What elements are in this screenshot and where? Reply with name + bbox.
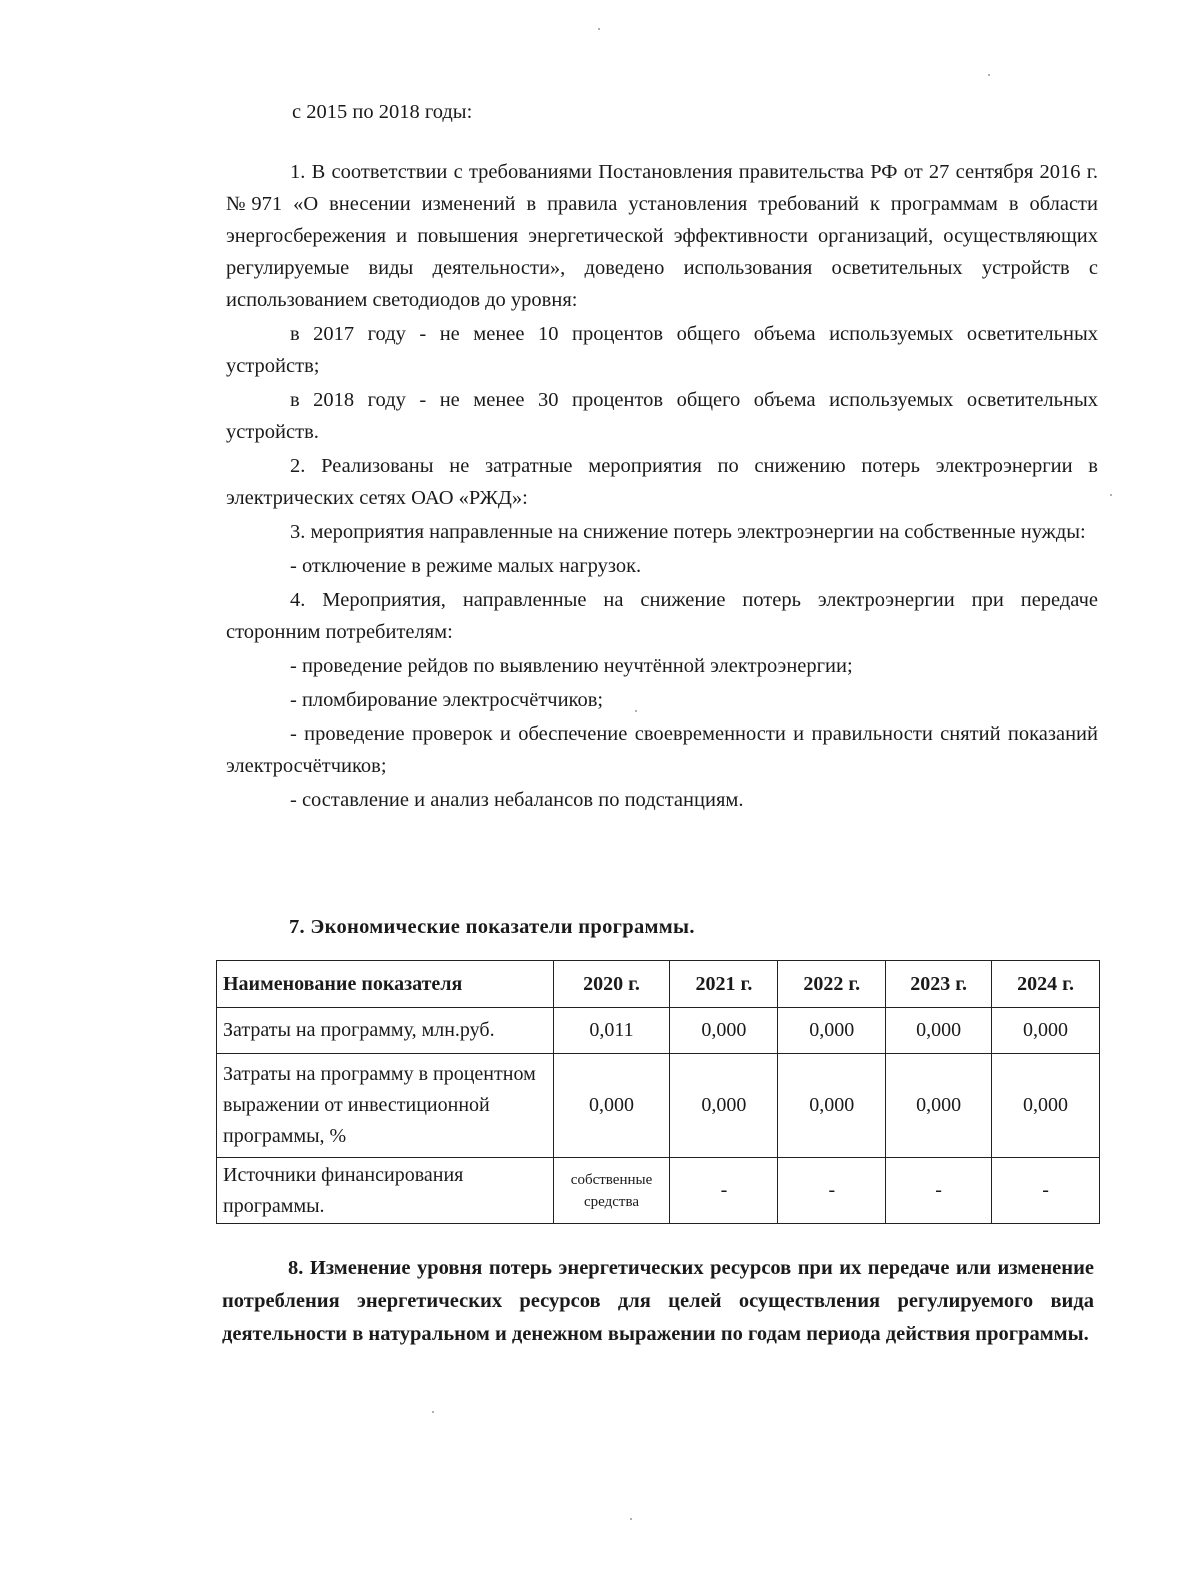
header-indicator-name: Наименование показателя bbox=[217, 961, 554, 1008]
paragraph-4-item-3: - проведение проверок и обеспечение своевременности и правильности снятий показаний электросчётчиков; bbox=[226, 723, 1098, 777]
cell-value: - bbox=[670, 1158, 778, 1224]
cell-value: 0,000 bbox=[778, 1008, 886, 1054]
row-label: Затраты на программу в процентном выражении от инвестиционной программы, % bbox=[217, 1054, 554, 1158]
scan-speck bbox=[432, 1411, 434, 1413]
scan-speck bbox=[635, 710, 637, 712]
cell-value: 0,011 bbox=[553, 1008, 670, 1054]
cell-value: собственные средства bbox=[553, 1158, 670, 1224]
header-year-2022: 2022 г. bbox=[778, 961, 886, 1008]
cell-value: 0,000 bbox=[886, 1008, 992, 1054]
header-year-2023: 2023 г. bbox=[886, 961, 992, 1008]
body-text bbox=[226, 96, 1098, 818]
scan-speck bbox=[598, 28, 600, 30]
paragraph-4-item-2: - пломбирование электросчётчиков; bbox=[290, 689, 604, 711]
table-row bbox=[217, 1008, 1100, 1054]
cell-value: 0,000 bbox=[886, 1054, 992, 1158]
table-row bbox=[217, 1158, 1100, 1224]
header-year-2021: 2021 г. bbox=[670, 961, 778, 1008]
table-row bbox=[217, 1054, 1100, 1158]
paragraph-3-item: - отключение в режиме малых нагрузок. bbox=[290, 555, 642, 577]
paragraph-2017: в 2017 году - не менее 10 процентов общего объема используемых осветительных устройств; bbox=[226, 323, 1098, 377]
cell-value: - bbox=[886, 1158, 992, 1224]
cell-value: 0,000 bbox=[670, 1008, 778, 1054]
row-label: Источники финансирования программы. bbox=[217, 1158, 554, 1224]
economic-indicators-table bbox=[216, 960, 1100, 1224]
section-8-heading: 8. Изменение уровня потерь энергетических ресурсов при их передаче или изменение потребления энергетических ресурсов для целей осуществления регулируемого вида деятельности в натуральном и денежном выражении по годам периода действия программы. bbox=[222, 1257, 1094, 1345]
scan-speck bbox=[630, 1518, 632, 1520]
header-year-2024: 2024 г. bbox=[992, 961, 1100, 1008]
section-7-heading: 7. Экономические показатели программы. bbox=[289, 916, 695, 938]
paragraph-4: 4. Мероприятия, направленные на снижение потерь электроэнергии при передаче сторонним потребителям: bbox=[226, 589, 1098, 643]
paragraph-4-item-1: - проведение рейдов по выявлению неучтённой электроэнергии; bbox=[290, 655, 853, 677]
header-year-2020: 2020 г. bbox=[553, 961, 670, 1008]
intro-line: с 2015 по 2018 годы: bbox=[292, 101, 473, 123]
cell-value: 0,000 bbox=[778, 1054, 886, 1158]
paragraph-3: 3. мероприятия направленные на снижение потерь электроэнергии на собственные нужды: bbox=[290, 521, 1086, 543]
row-label: Затраты на программу, млн.руб. bbox=[217, 1008, 554, 1054]
cell-value: 0,000 bbox=[992, 1054, 1100, 1158]
scan-speck bbox=[1110, 494, 1112, 496]
cell-value: 0,000 bbox=[553, 1054, 670, 1158]
scan-speck bbox=[988, 74, 990, 76]
paragraph-2: 2. Реализованы не затратные мероприятия по снижению потерь электроэнергии в электрических сетях ОАО «РЖД»: bbox=[226, 455, 1098, 509]
cell-value: - bbox=[778, 1158, 886, 1224]
table-header-row bbox=[217, 961, 1100, 1008]
cell-value: 0,000 bbox=[670, 1054, 778, 1158]
paragraph-2018: в 2018 году - не менее 30 процентов общего объема используемых осветительных устройств. bbox=[226, 389, 1098, 443]
paragraph-4-item-4: - составление и анализ небалансов по подстанциям. bbox=[290, 789, 744, 811]
cell-value: - bbox=[992, 1158, 1100, 1224]
paragraph-1: 1. В соответствии с требованиями Постановления правительства РФ от 27 сентября 2016 г. №971 «О внесении изменений в правила установления требований к программам в области энергосбережения и повышения энергетической эффективности организаций, осуществляющих регулируемые виды деятельности», доведено использования осветительных устройств с использованием светодиодов до уровня: bbox=[226, 161, 1098, 311]
cell-value: 0,000 bbox=[992, 1008, 1100, 1054]
